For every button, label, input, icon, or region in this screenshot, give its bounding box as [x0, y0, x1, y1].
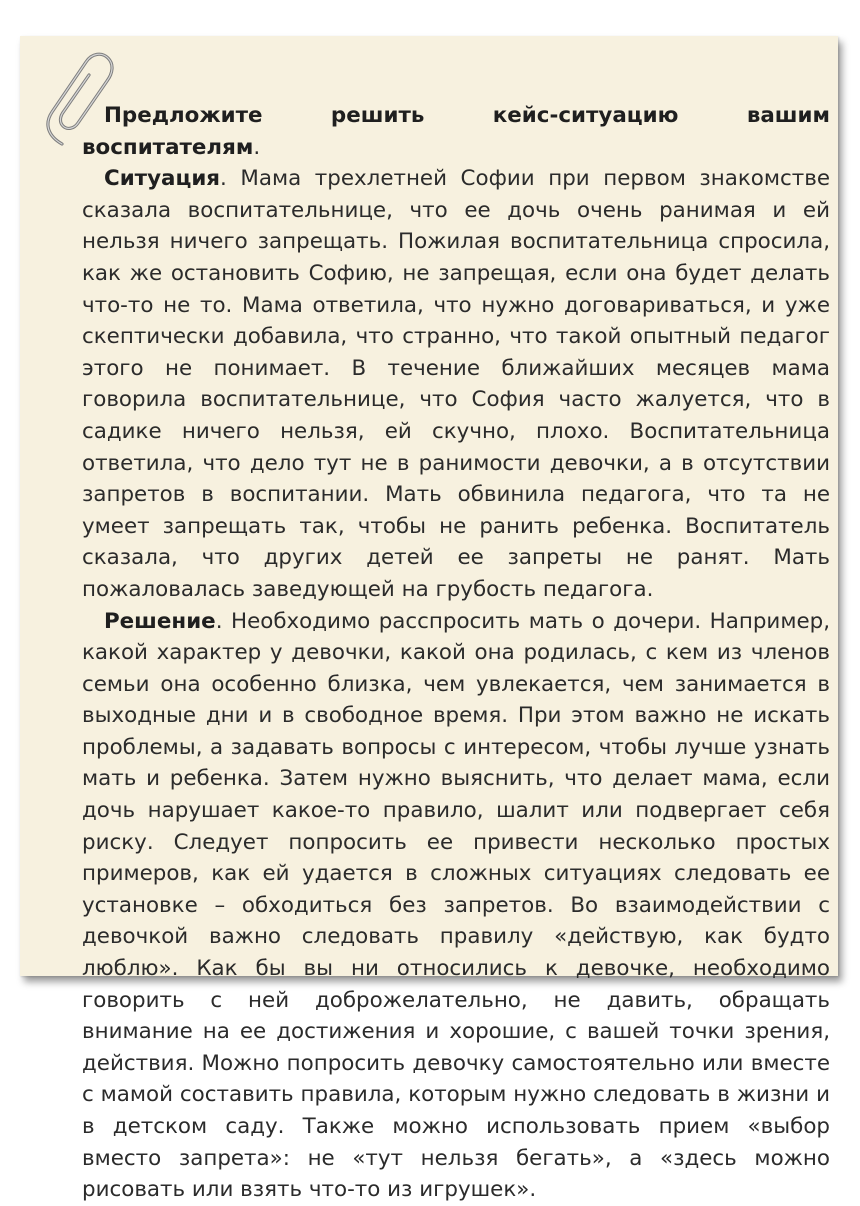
situation-label: Ситуация — [104, 166, 221, 192]
situation-text: . Мама трехлетней Софии при первом знакомстве сказала воспитательнице, что ее дочь очень ранимая и ей нельзя ничего запрещать. Пожилая воспитательница спросила, как же остановить Софию, не запрещая, если она будет делать что-то не то. Мама ответила, что нужно договариваться, и уже скептически добавила, что странно, что такой опытный педагог этого не понимает. В течение ближайших месяцев мама говорила воспитательнице, что София часто жалуется, что в садике ничего нельзя, ей скучно, плохо. Воспитательница ответила, что дело тут не в ранимости девочки, а в отсутствии запретов в воспитании. Мать обвинила педагога, что та не умеет запрещать так, чтобы не ранить ребенка. Воспитатель сказала, что других детей ее запреты не ранят. Мать пожаловалась заведующей на грубость педагога. — [82, 166, 830, 602]
case-heading-end: . — [253, 134, 261, 160]
situation-paragraph — [82, 163, 830, 605]
case-text — [82, 100, 830, 1206]
solution-text: . Необходимо расспросить мать о дочери. Например, какой характер у девочки, какой она родилась, с кем из членов семьи она особенно близка, чем увлекается, чем занимается в выходные дни и в свободное время. При этом важно не искать проблемы, а задавать вопросы с интересом, чтобы лучше узнать мать и ребенка. Затем нужно выяснить, что делает мама, если дочь нарушает какое-то правило, шалит или подвергает себя риску. Следует попросить ее привести несколько простых примеров, как ей удается в сложных ситуациях следовать ее установке – обходиться без запретов. Во взаимодействии с девочкой важно следовать правилу «действую, как будто люблю». Как бы вы ни относились к девочке, необходимо говорить с ней доброжелательно, не давить, обращать внимание на ее достижения и хорошие, с вашей точки зрения, действия. Можно попросить девочку самостоятельно или вместе с мамой составить правила, которым нужно следовать в жизни и в детском саду. Также можно использовать прием «выбор вместо запрета»: не «тут нельзя бегать», а «здесь можно рисовать или взять что-то из игрушек». — [82, 608, 830, 1203]
case-heading-bold: Предложите решить кейс-ситуацию вашим воспитателям — [82, 103, 830, 160]
case-card — [20, 36, 838, 1203]
solution-paragraph — [82, 606, 830, 1206]
solution-label: Решение — [104, 608, 216, 634]
case-heading — [82, 100, 830, 163]
